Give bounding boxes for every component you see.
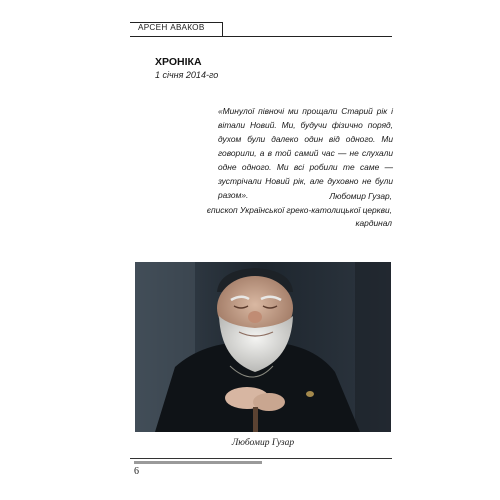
header-rule: [130, 36, 392, 37]
page-number: 6: [134, 466, 139, 477]
portrait-illustration: [135, 262, 391, 432]
footer-rule: [130, 458, 392, 459]
running-header-author: АРСЕН АВАКОВ: [138, 23, 205, 32]
attribution-name: Любомир Гузар,: [329, 191, 392, 201]
portrait-photo: [135, 262, 391, 432]
epigraph-quote: «Минулої півночі ми прощали Старий рік і вітали Новий. Ми, будучи фізично поряд, духом були далеко один від одного. Ми говорили, а в той самий час — не слухали одне одного. Ми всі робили те саме — зустрічали Новий рік, але духовно не були разом».: [218, 106, 393, 200]
quote-attribution: [162, 190, 392, 231]
attribution-title: кардинал: [355, 218, 392, 228]
attribution-role: єпископ Української греко-католицької церкви,: [206, 204, 392, 215]
photo-caption: Любомир Гузар: [231, 438, 295, 448]
section-date: 1 січня 2014-го: [155, 70, 219, 80]
running-header: [130, 22, 392, 40]
footer-bar: [134, 461, 262, 464]
section-title: ХРОНІКА: [155, 56, 202, 68]
